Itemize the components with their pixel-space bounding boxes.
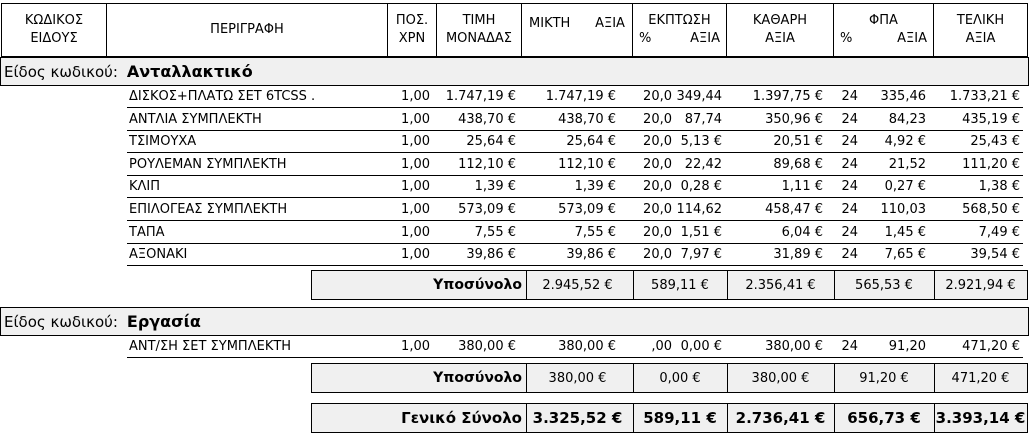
header-description (106, 3, 388, 57)
table-row (0, 336, 1029, 358)
grand-total-net: 2.736,41 € (727, 404, 835, 432)
header-gross-value (521, 3, 633, 57)
row-divider (127, 357, 1023, 358)
group-name: Ανταλλακτικό (126, 62, 253, 81)
cell-dpct: ,00 (651, 339, 672, 354)
header-discount-pct: % (639, 31, 652, 46)
row-divider (127, 265, 1023, 266)
header-gross-value-label: ΜΙΚΤΗ ΑΞΙΑ (529, 16, 625, 31)
header-vat (833, 3, 934, 57)
header-net-value-line2: ΑΞΙΑ (765, 31, 795, 46)
cell-net: 350,96 € (765, 111, 823, 127)
cell-final: 111,20 € (962, 156, 1020, 172)
subtotal-discount: 589,11 € (633, 271, 728, 299)
group-label: Είδος κωδικού: (4, 62, 118, 81)
cell-dpct: 20,0 (643, 247, 672, 263)
group-name: Εργασία (126, 312, 201, 331)
cell-unit: 39,86 € (466, 247, 516, 263)
cell-gross: 7,55 € (574, 224, 616, 240)
cell-qty: 1,00 (401, 339, 430, 354)
header-vat-value: ΑΞΙΑ (897, 31, 927, 46)
header-qty (387, 3, 437, 57)
cell-vpct: 24 (841, 134, 858, 150)
cell-gross: 25,64 € (566, 134, 616, 150)
cell-vpct: 24 (841, 224, 858, 240)
cell-net: 458,47 € (765, 202, 823, 217)
group-header-spare-parts (0, 57, 1029, 86)
cell-gross: 1,39 € (574, 179, 616, 195)
header-code-line1: ΚΩΔΙΚΟΣ (24, 13, 84, 28)
cell-dval: 0,28 € (680, 179, 722, 195)
header-final-value-line2: ΑΞΙΑ (965, 31, 996, 46)
cell-unit: 380,00 € (458, 339, 516, 354)
cell-desc: ΔΙΣΚΟΣ+ΠΛΑΤΩ ΣΕΤ 6TCSS . (129, 89, 316, 104)
cell-unit: 7,55 € (474, 224, 516, 240)
cell-vpct: 24 (841, 156, 858, 172)
cell-net: 89,68 € (773, 156, 823, 172)
cell-dpct: 20,0 (643, 224, 672, 240)
cell-dpct: 20,0 (643, 179, 672, 195)
cell-qty: 1,00 (401, 134, 430, 150)
cell-final: 435,19 € (962, 111, 1020, 127)
cell-qty: 1,00 (401, 179, 430, 195)
cell-dpct: 20,0 (643, 134, 672, 150)
cell-qty: 1,00 (401, 224, 430, 240)
cell-desc: ΑΞΟΝΑΚΙ (129, 247, 188, 263)
cell-qty: 1,00 (401, 247, 430, 263)
cell-final: 471,20 € (962, 339, 1020, 354)
cell-dval: 87,74 (684, 111, 722, 127)
header-net-value (726, 3, 834, 57)
cell-vval: 0,27 € (884, 179, 926, 195)
subtotal-vat: 565,53 € (834, 271, 935, 299)
header-vat-pct: % (840, 31, 853, 46)
header-unit-price (436, 3, 522, 57)
cell-unit: 25,64 € (466, 134, 516, 150)
cell-net: 380,00 € (765, 339, 823, 354)
subtotal-vat: 91,20 € (834, 364, 935, 392)
cell-dpct: 20,0 (643, 156, 672, 172)
cell-desc: ΕΠΙΛΟΓΕΑΣ ΣΥΜΠΛΕΚΤΗ (129, 202, 288, 217)
cell-net: 1,11 € (781, 179, 823, 195)
cell-vval: 4,92 € (884, 134, 926, 150)
subtotal-net: 380,00 € (727, 364, 835, 392)
cell-final: 1.733,21 € (949, 89, 1020, 104)
group-header-labor (0, 307, 1029, 336)
cell-final: 7,49 € (978, 224, 1020, 240)
cell-final: 39,54 € (970, 247, 1020, 263)
cell-desc: ΑΝΤΛΙΑ ΣΥΜΠΛΕΚΤΗ (129, 111, 262, 127)
header-code-line2: ΕΙΔΟΥΣ (30, 31, 78, 46)
header-discount-label: ΕΚΠΤΩΣΗ (648, 13, 711, 28)
cell-vpct: 24 (841, 202, 858, 217)
header-final-value (933, 3, 1028, 57)
cell-vval: 84,23 (888, 111, 926, 127)
table-row (0, 154, 1029, 176)
group-label: Είδος κωδικού: (4, 312, 118, 331)
subtotal-label: Υποσύνολο (312, 364, 527, 392)
cell-gross: 112,10 € (558, 156, 616, 172)
subtotal-label: Υποσύνολο (312, 271, 527, 299)
table-row (0, 222, 1029, 244)
cell-vpct: 24 (841, 247, 858, 263)
cell-dpct: 20,0 (643, 202, 672, 217)
header-final-value-line1: ΤΕΛΙΚΗ (956, 13, 1005, 28)
cell-dval: 0,00 € (680, 339, 722, 354)
table-row (0, 109, 1029, 131)
grand-total-gross: 3.325,52 € (522, 404, 634, 432)
cell-net: 1.397,75 € (752, 89, 823, 104)
cell-net: 6,04 € (781, 224, 823, 240)
cell-qty: 1,00 (401, 156, 430, 172)
table-row (0, 86, 1029, 108)
cell-net: 20,51 € (773, 134, 823, 150)
table-row (0, 244, 1029, 266)
cell-vpct: 24 (841, 111, 858, 127)
cell-gross: 39,86 € (566, 247, 616, 263)
cell-dpct: 20,0 (643, 89, 672, 104)
cell-dval: 5,13 € (680, 134, 722, 150)
header-code (1, 3, 107, 57)
cell-final: 1,38 € (978, 179, 1020, 195)
cell-unit: 1.747,19 € (445, 89, 516, 104)
cell-unit: 112,10 € (458, 156, 516, 172)
grand-total-discount: 589,11 € (633, 404, 728, 432)
grand-total-row (311, 403, 1028, 433)
cell-unit: 573,09 € (458, 202, 516, 217)
cell-vpct: 24 (841, 339, 858, 354)
table-row (0, 176, 1029, 198)
header-net-value-line1: ΚΑΘΑΡΗ (752, 13, 808, 28)
cell-vval: 7,65 € (884, 247, 926, 263)
cell-dval: 114,62 (676, 202, 722, 217)
cell-qty: 1,00 (401, 111, 430, 127)
subtotal-final: 471,20 € (951, 370, 1010, 386)
cell-vval: 21,52 (888, 156, 926, 172)
grand-total-vat: 656,73 € (834, 404, 935, 432)
cell-gross: 438,70 € (558, 111, 616, 127)
cell-final: 568,50 € (962, 202, 1020, 217)
cell-vval: 1,45 € (884, 224, 926, 240)
header-qty-line2: ΧΡΝ (398, 31, 426, 46)
cell-unit: 438,70 € (458, 111, 516, 127)
cell-qty: 1,00 (401, 89, 430, 104)
grand-total-final: 3.393,14 € (935, 409, 1026, 427)
subtotal-discount: 0,00 € (633, 364, 728, 392)
header-qty-line1: ΠΟΣ. (395, 13, 429, 28)
cell-desc: ΑΝΤ/ΣΗ ΣΕΤ ΣΥΜΠΛΕΚΤΗ (129, 339, 292, 354)
subtotal-row (311, 270, 1028, 300)
subtotal-row (311, 363, 1028, 393)
header-vat-label: ΦΠΑ (869, 13, 898, 28)
header-unit-price-line1: ΤΙΜΗ (462, 13, 496, 28)
cell-desc: ΤΣΙΜΟΥΧΑ (129, 134, 197, 150)
cell-desc: ΤΑΠΑ (129, 224, 165, 240)
cell-final: 25,43 € (970, 134, 1020, 150)
header-description-label: ΠΕΡΙΓΡΑΦΗ (210, 22, 284, 37)
header-unit-price-line2: ΜΟΝΑΔΑΣ (445, 31, 513, 46)
cell-dval: 7,97 € (680, 247, 722, 263)
table-row (0, 131, 1029, 153)
subtotal-net: 2.356,41 € (727, 271, 835, 299)
header-discount-value: ΑΞΙΑ (690, 31, 720, 46)
cell-vval: 110,03 (880, 202, 926, 217)
cell-dval: 349,44 (676, 89, 722, 104)
cell-gross: 573,09 € (558, 202, 616, 217)
cell-dval: 1,51 € (680, 224, 722, 240)
cell-gross: 1.747,19 € (545, 89, 616, 104)
cell-vpct: 24 (841, 179, 858, 195)
cell-unit: 1,39 € (474, 179, 516, 195)
table-row (0, 199, 1029, 221)
cell-dpct: 20,0 (643, 111, 672, 127)
grand-total-label: Γενικό Σύνολο (312, 404, 527, 432)
subtotal-gross: 380,00 € (522, 364, 634, 392)
cell-vval: 91,20 (888, 339, 926, 354)
cell-qty: 1,00 (401, 202, 430, 217)
header-discount (632, 3, 727, 57)
cell-gross: 380,00 € (558, 339, 616, 354)
subtotal-gross: 2.945,52 € (522, 271, 634, 299)
cell-vval: 335,46 (880, 89, 926, 104)
cell-vpct: 24 (841, 89, 858, 104)
subtotal-final: 2.921,94 € (945, 277, 1016, 293)
cell-net: 31,89 € (773, 247, 823, 263)
cell-dval: 22,42 (684, 156, 722, 172)
cell-desc: ΡΟΥΛΕΜΑΝ ΣΥΜΠΛΕΚΤΗ (129, 156, 287, 172)
cell-desc: ΚΛΙΠ (129, 179, 161, 195)
